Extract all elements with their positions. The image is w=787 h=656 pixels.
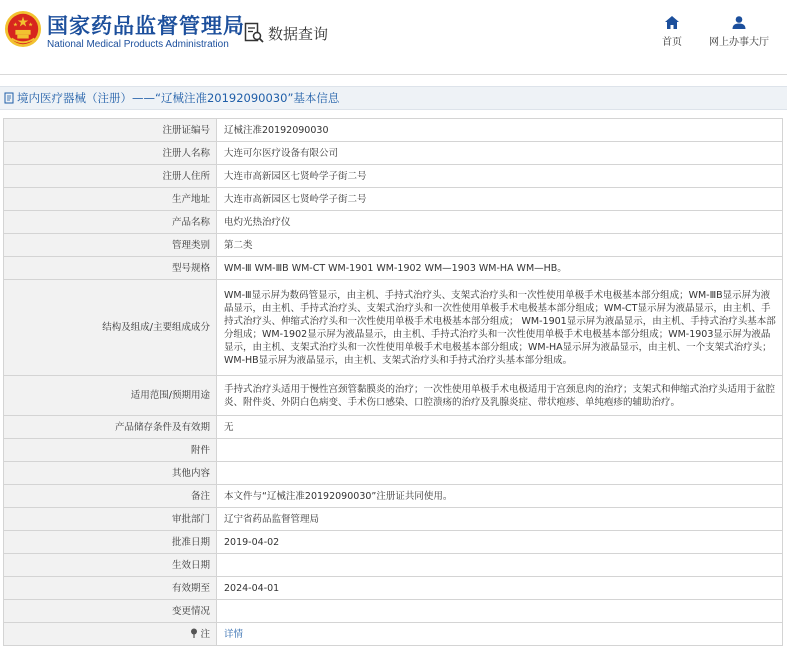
nav-home-link[interactable] (659, 16, 685, 48)
row-label: 附件 (4, 439, 217, 462)
row-value: 第二类 (217, 234, 783, 257)
row-value (217, 554, 783, 577)
table-row (4, 211, 783, 234)
row-label: 其他内容 (4, 462, 217, 485)
row-value: WM-Ⅲ WM-ⅢB WM-CT WM-1901 WM-1902 WM—1903 WM-HA WM—HB。 (217, 257, 783, 280)
row-label: 管理类别 (4, 234, 217, 257)
row-value: 电灼光热治疗仪 (217, 211, 783, 234)
table-row (4, 188, 783, 211)
pin-icon (190, 628, 198, 638)
row-label: 变更情况 (4, 600, 217, 623)
nav-online-service-link[interactable] (707, 16, 771, 48)
row-label: 适用范围/预期用途 (4, 376, 217, 416)
row-value (217, 439, 783, 462)
data-query-label: 数据查询 (268, 24, 329, 43)
row-value: 2019-04-02 (217, 531, 783, 554)
row-value: 大连市高新园区七贤岭学子街二号 (217, 188, 783, 211)
row-label: 生效日期 (4, 554, 217, 577)
table-row (4, 165, 783, 188)
section-title: 境内医疗器械（注册）——“辽械注准20192090030”基本信息 (17, 91, 340, 105)
row-label: 批准日期 (4, 531, 217, 554)
table-row (4, 119, 783, 142)
table-row (4, 376, 783, 416)
document-icon (4, 92, 15, 104)
row-value (217, 462, 783, 485)
table-row (4, 554, 783, 577)
row-label: 生产地址 (4, 188, 217, 211)
nav-home-label: 首页 (662, 37, 682, 48)
row-value: 无 (217, 416, 783, 439)
table-row (4, 508, 783, 531)
table-row (4, 439, 783, 462)
table-row (4, 234, 783, 257)
table-row (4, 577, 783, 600)
row-value: 辽械注准20192090030 (217, 119, 783, 142)
row-value: 大连市高新园区七贤岭学子街二号 (217, 165, 783, 188)
details-link[interactable]: 详情 (224, 628, 244, 640)
row-label: 产品名称 (4, 211, 217, 234)
row-label: 结构及组成/主要组成成分 (4, 280, 217, 376)
table-row (4, 600, 783, 623)
site-title: 国家药品监督管理局 (47, 14, 245, 38)
table-row (4, 462, 783, 485)
table-row (4, 531, 783, 554)
row-label: 注册证编号 (4, 119, 217, 142)
row-value: WM-Ⅲ显示屏为数码管显示，由主机、手持式治疗头、支架式治疗头和一次性使用单极手术电极基本部分组成；WM-ⅢB显示屏为液晶显示，由主机、手持式治疗头、支架式治疗头和一次性使用单极手术电极基本部分组成；WM-CT显示屏为液晶显示，由主机、手持式治疗头、伸缩式治疗头和一次性使用单极手术电极基本部分组成； WM-1901显示屏为液晶显示，由主机、手持式治疗头基本部分组成；WM-1902显示屏为液晶显示，由主机、手持式治疗头和一次性使用单极手术电极基本部分组成；WM-1903显示屏为液晶显示，由主机、支架式治疗头和一次性使用单极手术电极基本部分组成；WM-HA显示屏为液晶显示，由主机、一个支架式治疗头；WM-HB显示屏为液晶显示，由主机、支架式治疗头和手持式治疗头基本部分组成。 (217, 280, 783, 376)
table-row (4, 485, 783, 508)
row-value: 本文件与“辽械注准20192090030”注册证共同使用。 (217, 485, 783, 508)
section-title-bar (0, 86, 787, 110)
row-value: 2024-04-01 (217, 577, 783, 600)
row-label: 注册人名称 (4, 142, 217, 165)
row-label: 备注 (4, 485, 217, 508)
row-value: 辽宁省药品监督管理局 (217, 508, 783, 531)
row-value: 手持式治疗头适用于慢性宫颈管黏膜炎的治疗；一次性使用单极手术电极适用于宫颈息肉的治疗；支架式和伸缩式治疗头适用于盆腔炎、附件炎、外阴白色病变、手术伤口感染、口腔溃疡的治疗及乳腺炎症、带状疱疹、单纯疱疹的辅助治疗。 (217, 376, 783, 416)
table-row (4, 257, 783, 280)
row-label: 有效期至 (4, 577, 217, 600)
user-icon (732, 16, 746, 29)
note-label: 注 (200, 628, 210, 640)
row-label: 审批部门 (4, 508, 217, 531)
table-row (4, 416, 783, 439)
header-divider (0, 74, 787, 75)
site-header (0, 0, 787, 62)
row-label: 型号规格 (4, 257, 217, 280)
table-row (4, 623, 783, 646)
table-row (4, 142, 783, 165)
site-subtitle: National Medical Products Administration (47, 39, 229, 50)
row-label: 产品储存条件及有效期 (4, 416, 217, 439)
row-label: 注册人住所 (4, 165, 217, 188)
table-row (4, 280, 783, 376)
note-row-label (4, 623, 217, 646)
data-query-heading (244, 22, 328, 44)
row-value (217, 623, 783, 646)
document-search-icon (244, 22, 264, 44)
nav-online-service-label: 网上办事大厅 (709, 37, 769, 48)
row-value: 大连可尔医疗设备有限公司 (217, 142, 783, 165)
device-info-table (3, 118, 783, 646)
row-value (217, 600, 783, 623)
national-emblem-logo (4, 10, 42, 48)
home-icon (665, 16, 679, 29)
